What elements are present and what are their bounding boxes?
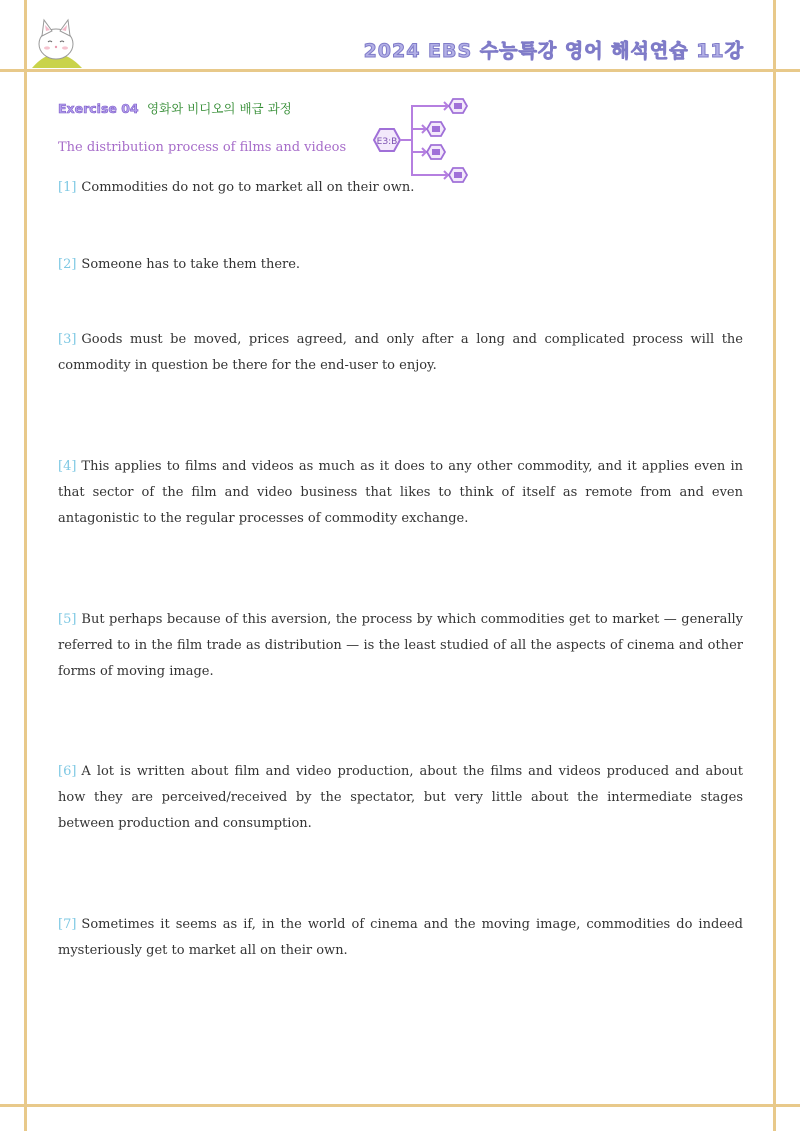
paragraph-text: Someone has to take them there.: [81, 257, 301, 272]
paragraph-text: A lot is written about film and video production, about the films and videos produced and about how they are perceived/received by the spectator, but very little about the intermediate stages between production and consumption.: [58, 764, 743, 831]
paragraph-number: [7]: [58, 917, 77, 932]
paragraph-text: But perhaps because of this aversion, the process by which commodities get to market — generally referred to in the film trade as distribution — is the least studied of all the aspects of cinema and other forms of moving image.: [58, 612, 743, 679]
paragraph-5: [58, 607, 743, 685]
exercise-english-title: The distribution process of films and videos: [58, 140, 347, 155]
paragraph-7: [58, 912, 743, 964]
paragraph-number: [2]: [58, 257, 77, 272]
exercise-korean-title: 영화와 비디오의 배급 과정: [146, 101, 292, 116]
flow-arrows: [400, 102, 448, 179]
paragraph-6: [58, 759, 743, 837]
paragraph-number: [6]: [58, 764, 77, 779]
distribution-flow-diagram: [368, 92, 478, 188]
paragraph-4: [58, 454, 743, 532]
cat-mascot-icon: [28, 14, 84, 68]
paragraph-number: [5]: [58, 612, 77, 627]
paragraph-number: [3]: [58, 332, 77, 347]
paragraph-number: [4]: [58, 459, 77, 474]
paragraph-number: [1]: [58, 180, 77, 195]
target-hexagons: [427, 99, 467, 182]
frame-left-line: [24, 0, 27, 1131]
source-label: ЕЗ:В: [376, 137, 398, 147]
frame-right-line: [773, 0, 776, 1131]
exercise-label: Exercise 04: [58, 101, 139, 116]
paragraph-text: Commodities do not go to market all on their own.: [81, 180, 415, 195]
page-header-title: 2024 EBS 수능특강 영어 해석연습 11강: [363, 40, 744, 62]
frame-top-line: [0, 69, 800, 72]
paragraph-text: Goods must be moved, prices agreed, and only after a long and complicated process will the commodity in question be there for the end-user to enjoy.: [58, 332, 743, 373]
paragraph-text: This applies to films and videos as much as it does to any other commodity, and it applies even in that sector of the film and video business that likes to think of itself as remote from and even antagonistic to the regular processes of commodity exchange.: [58, 459, 743, 526]
exercise-heading: [58, 99, 292, 117]
paragraph-1: [58, 175, 743, 201]
paragraph-text: Sometimes it seems as if, in the world of cinema and the moving image, commodities do indeed mysteriously get to market all on their own.: [58, 917, 743, 958]
frame-bottom-line: [0, 1104, 800, 1107]
paragraph-3: [58, 327, 743, 379]
paragraph-2: [58, 252, 743, 278]
